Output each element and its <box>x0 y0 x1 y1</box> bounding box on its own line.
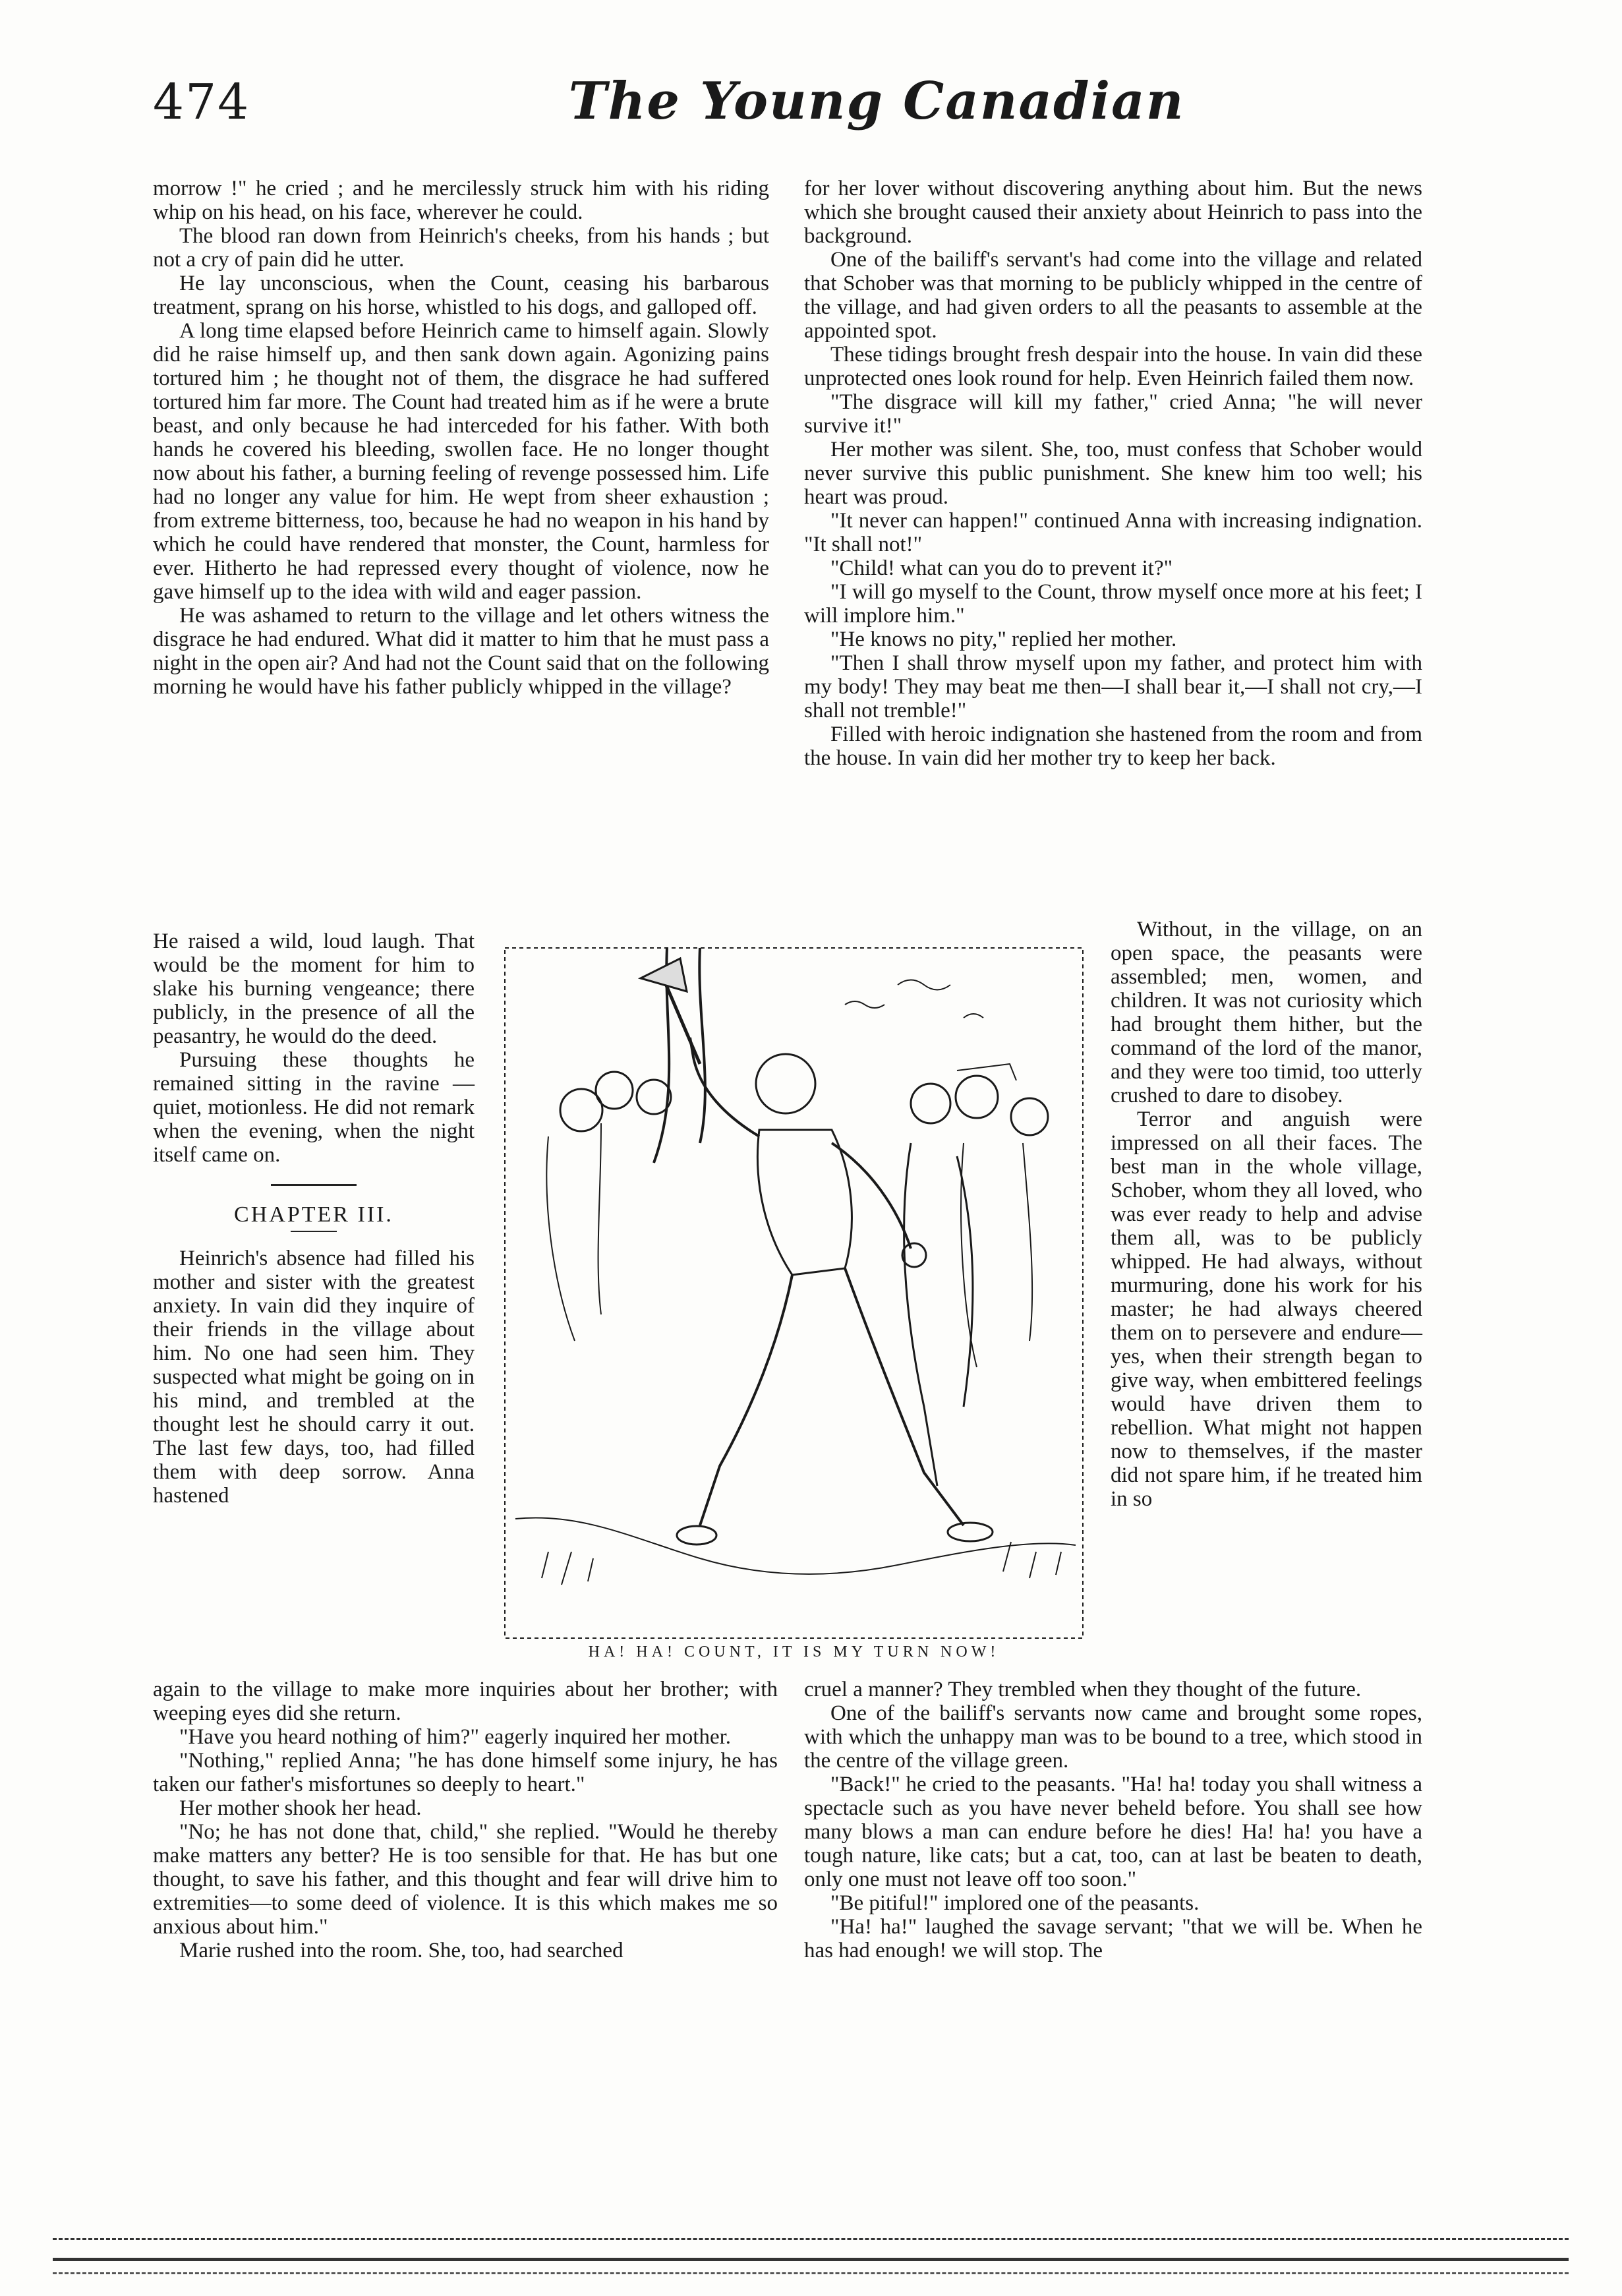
left-column-bottom <box>153 1678 778 1962</box>
paragraph: "I will go myself to the Count, throw myself once more at his feet; I will implore him." <box>804 580 1422 628</box>
paragraph: Filled with heroic indignation she hastened from the room and from the house. In vain did her mother try to keep her back. <box>804 722 1422 770</box>
paragraph: He lay unconscious, when the Count, ceasing his barbarous treatment, sprang on his horse, whistled to his dogs, and galloped off. <box>153 272 769 319</box>
footer-rule <box>53 2272 1569 2274</box>
left-column-narrow <box>153 929 475 1508</box>
paragraph: Heinrich's absence had filled his mother and sister with the greatest anxiety. In vain did they inquire of their friends in the village about him. No one had seen him. They suspected what might be going on in his mind, and trembled at the thought lest he should carry it out. The last few days, too, had filled them with deep sorrow. Anna hastened <box>153 1247 475 1508</box>
paragraph: One of the bailiff's servants now came and brought some ropes, with which the unhappy man was to be bound to a tree, which stood in the centre of the village green. <box>804 1701 1422 1773</box>
paragraph: "The disgrace will kill my father," cried Anna; "he will never survive it!" <box>804 390 1422 438</box>
paragraph: Terror and anguish were impressed on all their faces. The best man in the whole village, Schober, whom they all loved, who was ever ready to help and advise them all, was to be publicly whipped. He had always, without murmuring, done his work for his master; he had always cheered them on to persevere and endure—yes, when their strength began to give way, when embittered feelings would have driven them to rebellion. What might not happen now to themselves, if the master did not spare him, if he treated him in so <box>1111 1107 1422 1511</box>
right-column-narrow <box>1111 918 1422 1511</box>
footer-rule <box>53 2258 1569 2261</box>
paragraph: He was ashamed to return to the village and let others witness the disgrace he had endured. What did it matter to him that he must pass a night in the open air? And had not the Count said that on the following morning he would have his father publicly whipped in the village? <box>153 604 769 699</box>
chapter-heading: CHAPTER III. <box>234 1202 393 1227</box>
right-column-bottom <box>804 1678 1422 1962</box>
paragraph: One of the bailiff's servant's had come into the village and related that Schober was that morning to be publicly whipped in the centre of the village, and had given orders to all the peasants to assemble at the appointed spot. <box>804 248 1422 343</box>
illustration-caption: HA! HA! COUNT, IT IS MY TURN NOW! <box>588 1643 1000 1661</box>
paragraph: "No; he has not done that, child," she replied. "Would he thereby make matters any better? He is too sensible for that. He has but one thought, to save his father, and this thought and fear will drive him to extremities—to some deed of violence. It is this which makes me so anxious about him." <box>153 1820 778 1939</box>
paragraph: "He knows no pity," replied her mother. <box>830 628 1177 651</box>
right-column-top <box>804 177 1422 770</box>
paragraph: "Be pitiful!" implored one of the peasants. <box>830 1891 1200 1915</box>
paragraph: morrow !" he cried ; and he mercilessly struck him with his riding whip on his head, on his face, wherever he could. <box>153 177 769 224</box>
paragraph: again to the village to make more inquiries about her brother; with weeping eyes did she return. <box>153 1678 778 1725</box>
paragraph: Her mother was silent. She, too, must confess that Schober would never survive this public punishment. She knew him too well; his heart was proud. <box>804 438 1422 509</box>
paragraph: for her lover without discovering anything about him. But the news which she brought caused their anxiety about Heinrich to pass into the background. <box>804 177 1422 248</box>
masthead-title: The Young Canadian <box>568 71 1185 131</box>
paragraph: Her mother shook her head. <box>179 1796 422 1820</box>
paragraph: "It never can happen!" continued Anna with increasing indignation. "It shall not!" <box>804 509 1422 556</box>
heading-underline <box>291 1231 337 1232</box>
engraving-illustration <box>502 945 1086 1641</box>
left-column-top <box>153 177 769 699</box>
paragraph: "Have you heard nothing of him?" eagerly inquired her mother. <box>179 1725 732 1749</box>
paragraph: "Nothing," replied Anna; "he has done himself some injury, he has taken our father's misfortunes so deeply to heart." <box>153 1749 778 1796</box>
paragraph: Without, in the village, on an open space, the peasants were assembled; men, women, and children. It was not curiosity which had brought them hither, but the command of the lord of the manor, and they were too timid, too utterly crushed to dare to disobey. <box>1111 918 1422 1107</box>
paragraph: He raised a wild, loud laugh. That would be the moment for him to slake his burning vengeance; there publicly, in the presence of all the peasantry, he would do the deed. <box>153 929 475 1048</box>
paragraph: "Child! what can you do to prevent it?" <box>830 556 1173 580</box>
paragraph: The blood ran down from Heinrich's cheeks, from his hands ; but not a cry of pain did he utter. <box>153 224 769 272</box>
page-number: 474 <box>153 74 250 131</box>
paragraph: Pursuing these thoughts he remained sitting in the ravine —quiet, motionless. He did not remark when the evening, when the night itself came on. <box>153 1048 475 1167</box>
paragraph: cruel a manner? They trembled when they thought of the future. <box>804 1678 1362 1701</box>
footer-rule <box>53 2238 1569 2240</box>
paragraph: "Then I shall throw myself upon my father, and protect him with my body! They may beat me then—I shall bear it,—I shall not cry,—I shall not tremble!" <box>804 651 1422 722</box>
section-divider <box>271 1184 357 1186</box>
paragraph: "Back!" he cried to the peasants. "Ha! ha! today you shall witness a spectacle such as you have never beheld before. You shall see how many blows a man can endure before he dies! Ha! ha! you have a tough nature, like cats; but a cat, too, can at last be beaten to death, only one must not leave off too soon." <box>804 1773 1422 1891</box>
paragraph: These tidings brought fresh despair into the house. In vain did these unprotected ones look round for help. Even Heinrich failed them now. <box>804 343 1422 390</box>
paragraph: A long time elapsed before Heinrich came to himself again. Slowly did he raise himself up, and then sank down again. Agonizing pains tortured him ; he thought not of them, the disgrace he had suffered tortured him far more. The Count had treated him as if he were a brute beast, and only because he had interceded for his father. With both hands he covered his bleeding, swollen face. He no longer thought now about his father, a burning feeling of revenge possessed him. Life had no longer any value for him. He wept from sheer exhaustion ; from extreme bitterness, too, because he had no weapon in his hand by which he could have rendered that monster, the Count, harmless for ever. Hitherto he had repressed every thought of violence, now he gave himself up to the idea with wild and eager passion. <box>153 319 769 604</box>
paragraph: "Ha! ha!" laughed the savage servant; "that we will be. When he has had enough! we will stop. The <box>804 1915 1422 1962</box>
paragraph: Marie rushed into the room. She, too, had searched <box>179 1939 623 1962</box>
